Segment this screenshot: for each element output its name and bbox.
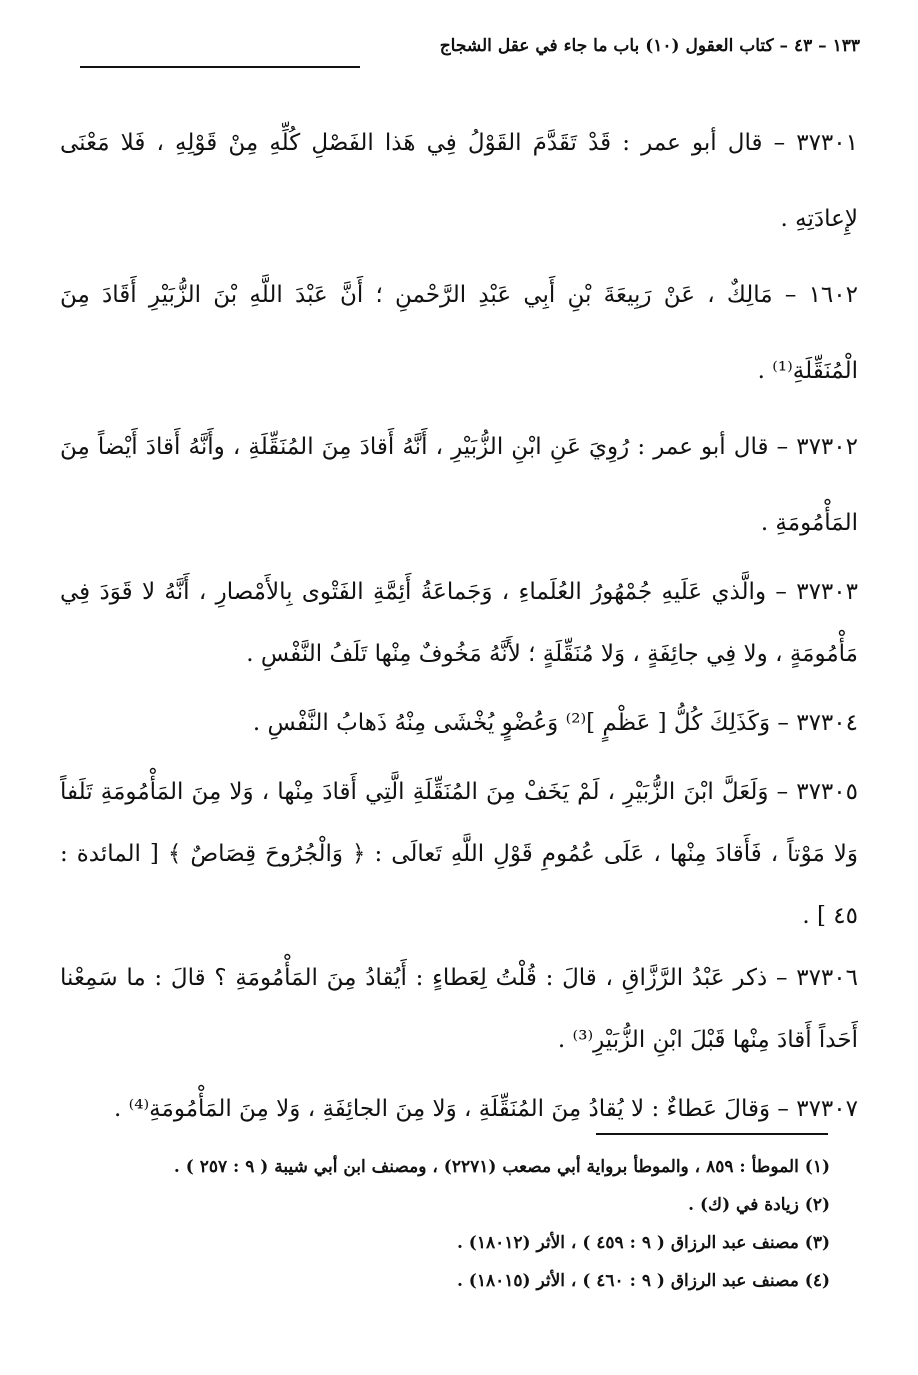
- footnotes: [80, 1148, 830, 1300]
- paragraph-37302: ٣٧٣٠٢ – قال أبو عمر : رُوِيَ عَنِ ابْنِ الزُّبَيْرِ ، أَنَّهُ أَقادَ مِنَ المُنَقِّلَةِ ، وأَنَّهُ أَقادَ أَيْضاً مِنَ المَأْمُومَةِ .: [60, 434, 858, 536]
- paragraph-37304: ٣٧٣٠٤ – وَكَذَلِكَ كُلُّ [ عَظْمٍ ]⁽²⁾ وَعُضْوٍ يُخْشَى مِنْهُ ذَهابُ النَّفْسِ .: [252, 710, 858, 736]
- footnote-3: (٣) مصنف عبد الرزاق ( ٩ : ٤٥٩ ) ، الأثر (١٨٠١٢) .: [456, 1233, 830, 1253]
- footnote-separator: [596, 1133, 828, 1135]
- footnote-2: (٢) زيادة في (ك) .: [688, 1195, 830, 1215]
- paragraph-37306: ٣٧٣٠٦ – ذكر عَبْدُ الرَّزَّاقِ ، قالَ : قُلْتُ لِعَطاءٍ : أَيُقادُ مِنَ المَأْمُومَةِ ؟ قالَ : ما سَمِعْنا أَحَداً أَقادَ مِنْها قَبْلَ ابْنِ الزُّبَيْرِ⁽³⁾ .: [60, 965, 858, 1053]
- paragraph-37305: ٣٧٣٠٥ – وَلَعَلَّ ابْنَ الزُّبَيْرِ ، لَمْ يَخَفْ مِنَ المُنَقِّلَةِ الَّتِي أَقادَ مِنْها ، وَلا مِنَ المَأْمُومَةِ تَلَفاً وَلا مَوْتاً ، فَأَقادَ مِنْها ، عَلَى عُمُومِ قَوْلِ اللَّهِ تَعالَى : ﴿ وَالْجُرُوحَ قِصَاصٌ ﴾ [ المائدة : ٤٥ ] .: [60, 779, 858, 929]
- paragraph-37301: ٣٧٣٠١ – قال أبو عمر : قَدْ تَقَدَّمَ القَوْلُ فِي هَذا الفَصْلِ كُلِّهِ مِنْ قَوْلِهِ ، فَلا مَعْنَى لإِعادَتِهِ .: [60, 130, 858, 232]
- main-text: [60, 105, 858, 1147]
- paragraph-1602: ١٦٠٢ – مَالِكٌ ، عَنْ رَبِيعَةَ بْنِ أَبِي عَبْدِ الرَّحْمنِ ؛ أَنَّ عَبْدَ اللَّهِ بْنَ الزُّبَيْرِ أَقَادَ مِنَ الْمُنَقِّلَةِ⁽¹⁾ .: [60, 282, 858, 384]
- paragraph-37303: ٣٧٣٠٣ – والَّذي عَلَيهِ جُمْهُورُ العُلَماءِ ، وَجَماعَةُ أَئِمَّةِ الفَتْوى بِالأَمْصارِ ، أَنَّهُ لا قَوَدَ فِي مَأْمُومَةٍ ، ولا فِي جائِفَةٍ ، وَلا مُنَقِّلَةٍ ؛ لأَنَّهُ مَخُوفٌ مِنْها تَلَفُ النَّفْسِ .: [60, 579, 858, 667]
- header-rule: [80, 66, 360, 68]
- paragraph-37307: ٣٧٣٠٧ – وَقالَ عَطاءٌ : لا يُقادُ مِنَ المُنَقِّلَةِ ، وَلا مِنَ الجائِفَةِ ، وَلا مِنَ المَأْمُومَةِ⁽⁴⁾ .: [114, 1096, 858, 1122]
- running-header: [80, 28, 860, 68]
- footnote-1: (١) الموطأ : ٨٥٩ ، والموطأ برواية أبي مصعب (٢٢٧١) ، ومصنف ابن أبي شيبة ( ٩ : ٢٥٧ ) .: [173, 1157, 830, 1177]
- header-title: ١٣٣ – ٤٣ – كتاب العقول (١٠) باب ما جاء في عقل الشجاج: [439, 36, 860, 56]
- footnote-4: (٤) مصنف عبد الرزاق ( ٩ : ٤٦٠ ) ، الأثر (١٨٠١٥) .: [456, 1271, 830, 1291]
